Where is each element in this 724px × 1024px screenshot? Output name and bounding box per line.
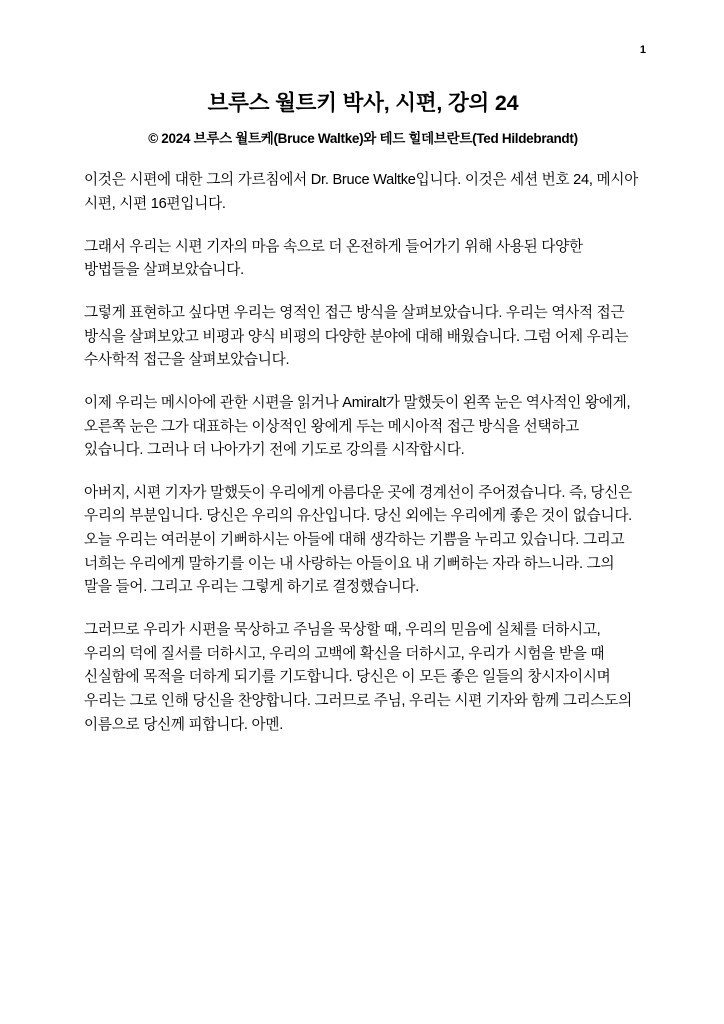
page-title: 브루스 월트키 박사, 시편, 강의 24 xyxy=(207,91,519,115)
paragraph: 그래서 우리는 시편 기자의 마음 속으로 더 온전하게 들어가기 위해 사용된 다양한 방법들을 살펴보았습니다. xyxy=(84,238,583,279)
paragraph: 그렇게 표현하고 싶다면 우리는 영적인 접근 방식을 살펴보았습니다. 우리는 역사적 접근 방식을 살펴보았고 비평과 양식 비평의 다양한 분야에 대해 배웠습니다. 그럼 어제 우리는 수사학적 접근을 살펴보았습니다. xyxy=(84,304,629,369)
page-number: 1 xyxy=(639,44,646,56)
paragraph: 이것은 시편에 대한 그의 가르침에서 Dr. Bruce Waltke입니다. 이것은 세션 번호 24, 메시아 시편, 시편 16편입니다. xyxy=(84,172,639,213)
paragraph: 그러므로 우리가 시편을 묵상하고 주님을 묵상할 때, 우리의 믿음에 실체를 더하시고, 우리의 덕에 질서를 더하시고, 우리의 고백에 확신을 더하시고, 우리가 시험을 받을 때 신실함에 목적을 더하게 되기를 기도합니다. 당신은 이 모든 좋은 일들의 창시자이시며 우리는 그로 인해 당신을 찬양합니다. 그러므로 주님, 우리는 시편 기자와 함께 그리스도의 이름으로 당신께 피합니다. 아멘. xyxy=(84,622,632,733)
copyright-line: © 2024 브루스 월트케(Bruce Waltke)와 테드 힐데브란트(Ted Hildebrandt) xyxy=(148,130,578,146)
paragraph: 이제 우리는 메시아에 관한 시편을 읽거나 Amiralt가 말했듯이 왼쪽 눈은 역사적인 왕에게, 오른쪽 눈은 그가 대표하는 이상적인 왕에게 두는 메시아적 접근 방식을 선택하고 있습니다. 그러나 더 나아가기 전에 기도로 강의를 시작합시다. xyxy=(84,394,631,459)
document-body xyxy=(84,169,642,737)
paragraph: 아버지, 시편 기자가 말했듯이 우리에게 아름다운 곳에 경계선이 주어졌습니다. 즉, 당신은 우리의 부분입니다. 당신은 우리의 유산입니다. 당신 외에는 우리에게 좋은 것이 없습니다. 오늘 우리는 여러분이 기뻐하시는 아들에 대해 생각하는 기쁨을 누리고 있습니다. 그리고 너희는 우리에게 말하기를 이는 내 사랑하는 아들이요 내 기뻐하는 자라 하느니라. 그의 말을 들어. 그리고 우리는 그렇게 하기로 결정했습니다. xyxy=(84,484,632,596)
